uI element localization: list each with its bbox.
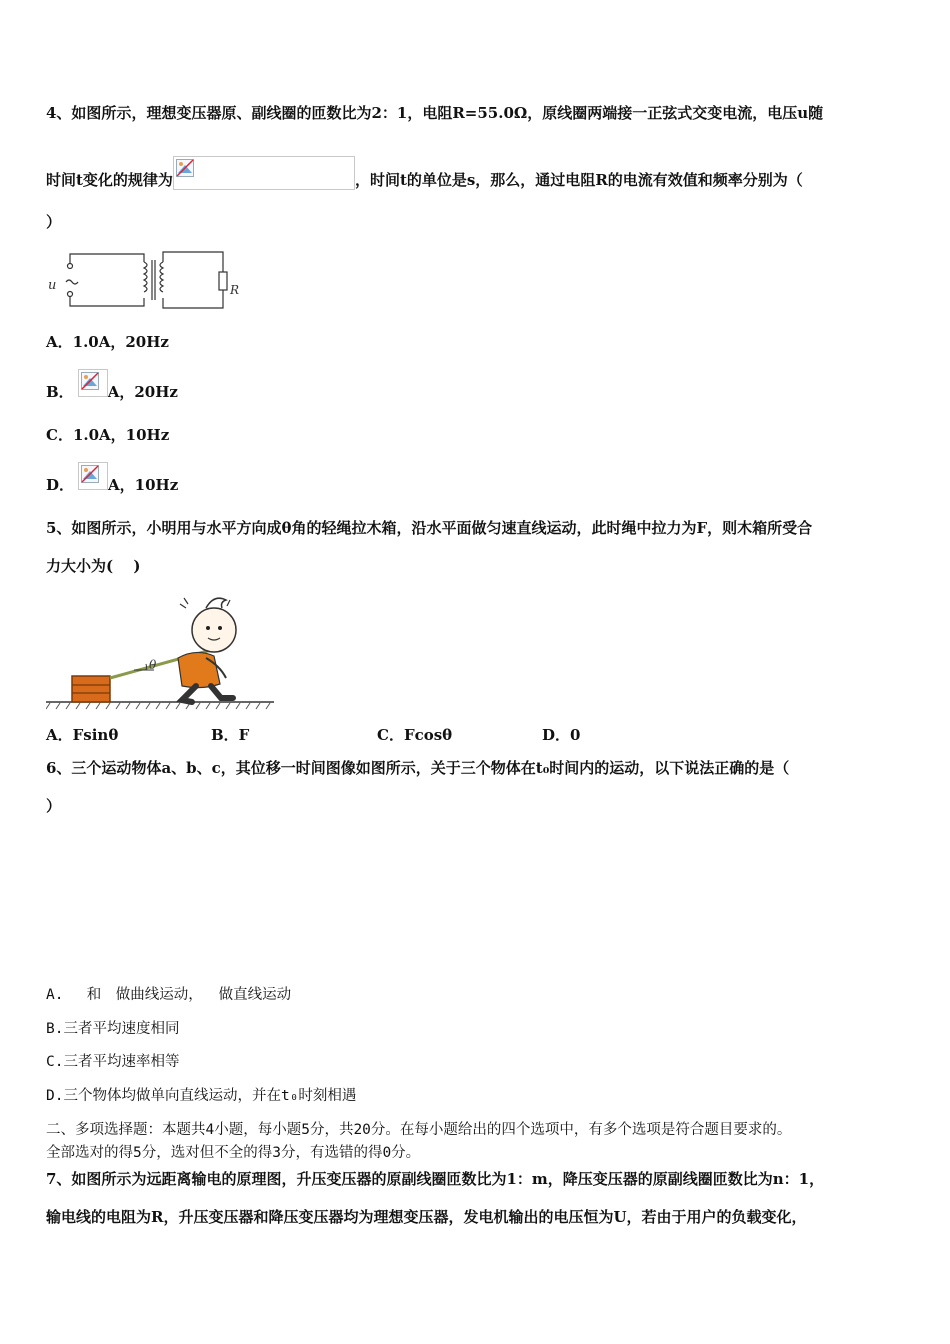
q4-option-b-prefix: B． — [46, 383, 74, 401]
circuit-label-u: u — [48, 278, 57, 293]
q4-option-a: A．1.0A，20Hz — [46, 333, 169, 351]
formula-image-placeholder — [78, 369, 108, 397]
q4-stem-line3: ） — [46, 213, 62, 231]
q4-option-d — [46, 472, 178, 500]
q5-option-b: B．F — [211, 726, 250, 744]
q4-option-d-suffix: A，10Hz — [108, 476, 179, 494]
theta-label: θ — [149, 658, 157, 672]
q5-option-d: D．0 — [542, 726, 581, 744]
q4-option-d-prefix: D． — [46, 476, 75, 494]
formula-image-placeholder — [173, 156, 355, 190]
transformer-circuit-diagram — [46, 246, 246, 316]
q6-stem-line1: 6、三个运动物体a、b、c，其位移一时间图像如图所示，关于三个物体在t₀时间内的运动，以下说法正确的是（ — [46, 759, 790, 777]
q5-options — [46, 724, 926, 744]
q5-option-a: A．Fsinθ — [46, 726, 119, 744]
q5-stem-line1: 5、如图所示，小明用与水平方向成θ角的轻绳拉木箱，沿水平面做匀速直线运动，此时绳中拉力为F，则木箱所受合 — [46, 519, 813, 537]
q4-option-b — [46, 379, 178, 407]
q5-option-c: C．Fcosθ — [377, 726, 453, 744]
q4-option-b-suffix: A，20Hz — [107, 383, 178, 401]
q5-stem-line2: 力大小为( ) — [46, 557, 141, 575]
section2-instructions-line2: 全部选对的得5分，选对但不全的得3分，有选错的得0分。 — [46, 1145, 421, 1161]
q6-option-a: A. 和 做曲线运动， 做直线运动 — [46, 987, 292, 1003]
q6-option-c: C.三者平均速率相等 — [46, 1054, 180, 1070]
circuit-label-R: R — [230, 283, 240, 297]
q4-stem-line2-pre: 时间t变化的规律为 — [46, 171, 173, 189]
q6-option-b: B.三者平均速度相同 — [46, 1021, 180, 1037]
broken-image-icon — [81, 372, 99, 390]
q6-stem-line2: ） — [46, 797, 62, 815]
q7-stem-line2: 输电线的电阻为R，升压变压器和降压变压器均为理想变压器，发电机输出的电压恒为U，若由于用户的负载变化， — [46, 1208, 807, 1226]
broken-image-icon — [176, 159, 194, 177]
q4-stem-line2 — [46, 164, 803, 198]
q4-option-c: C．1.0A，10Hz — [46, 426, 170, 444]
q6-option-d: D.三个物体均做单向直线运动，并在t₀时刻相遇 — [46, 1088, 357, 1104]
q4-stem-line1: 4、如图所示，理想变压器原、副线圈的匝数比为2：1，电阻R=55.0Ω，原线圈两端接一正弦式交变电流，电压u随 — [46, 104, 824, 122]
q7-stem-line1: 7、如图所示为远距离输电的原理图，升压变压器的原副线圈匝数比为1：m，降压变压器的原副线圈匝数比为n：1， — [46, 1170, 825, 1188]
boy-pulling-box-illustration — [46, 590, 276, 714]
section2-instructions-line1: 二、多项选择题：本题共4小题，每小题5分，共20分。在每小题给出的四个选项中，有多个选项是符合题目要求的。 — [46, 1122, 792, 1138]
formula-image-placeholder — [78, 462, 108, 490]
broken-image-icon — [81, 465, 99, 483]
q4-stem-line2-post: ，时间t的单位是s，那么，通过电阻R的电流有效值和频率分别为（ — [354, 171, 803, 189]
